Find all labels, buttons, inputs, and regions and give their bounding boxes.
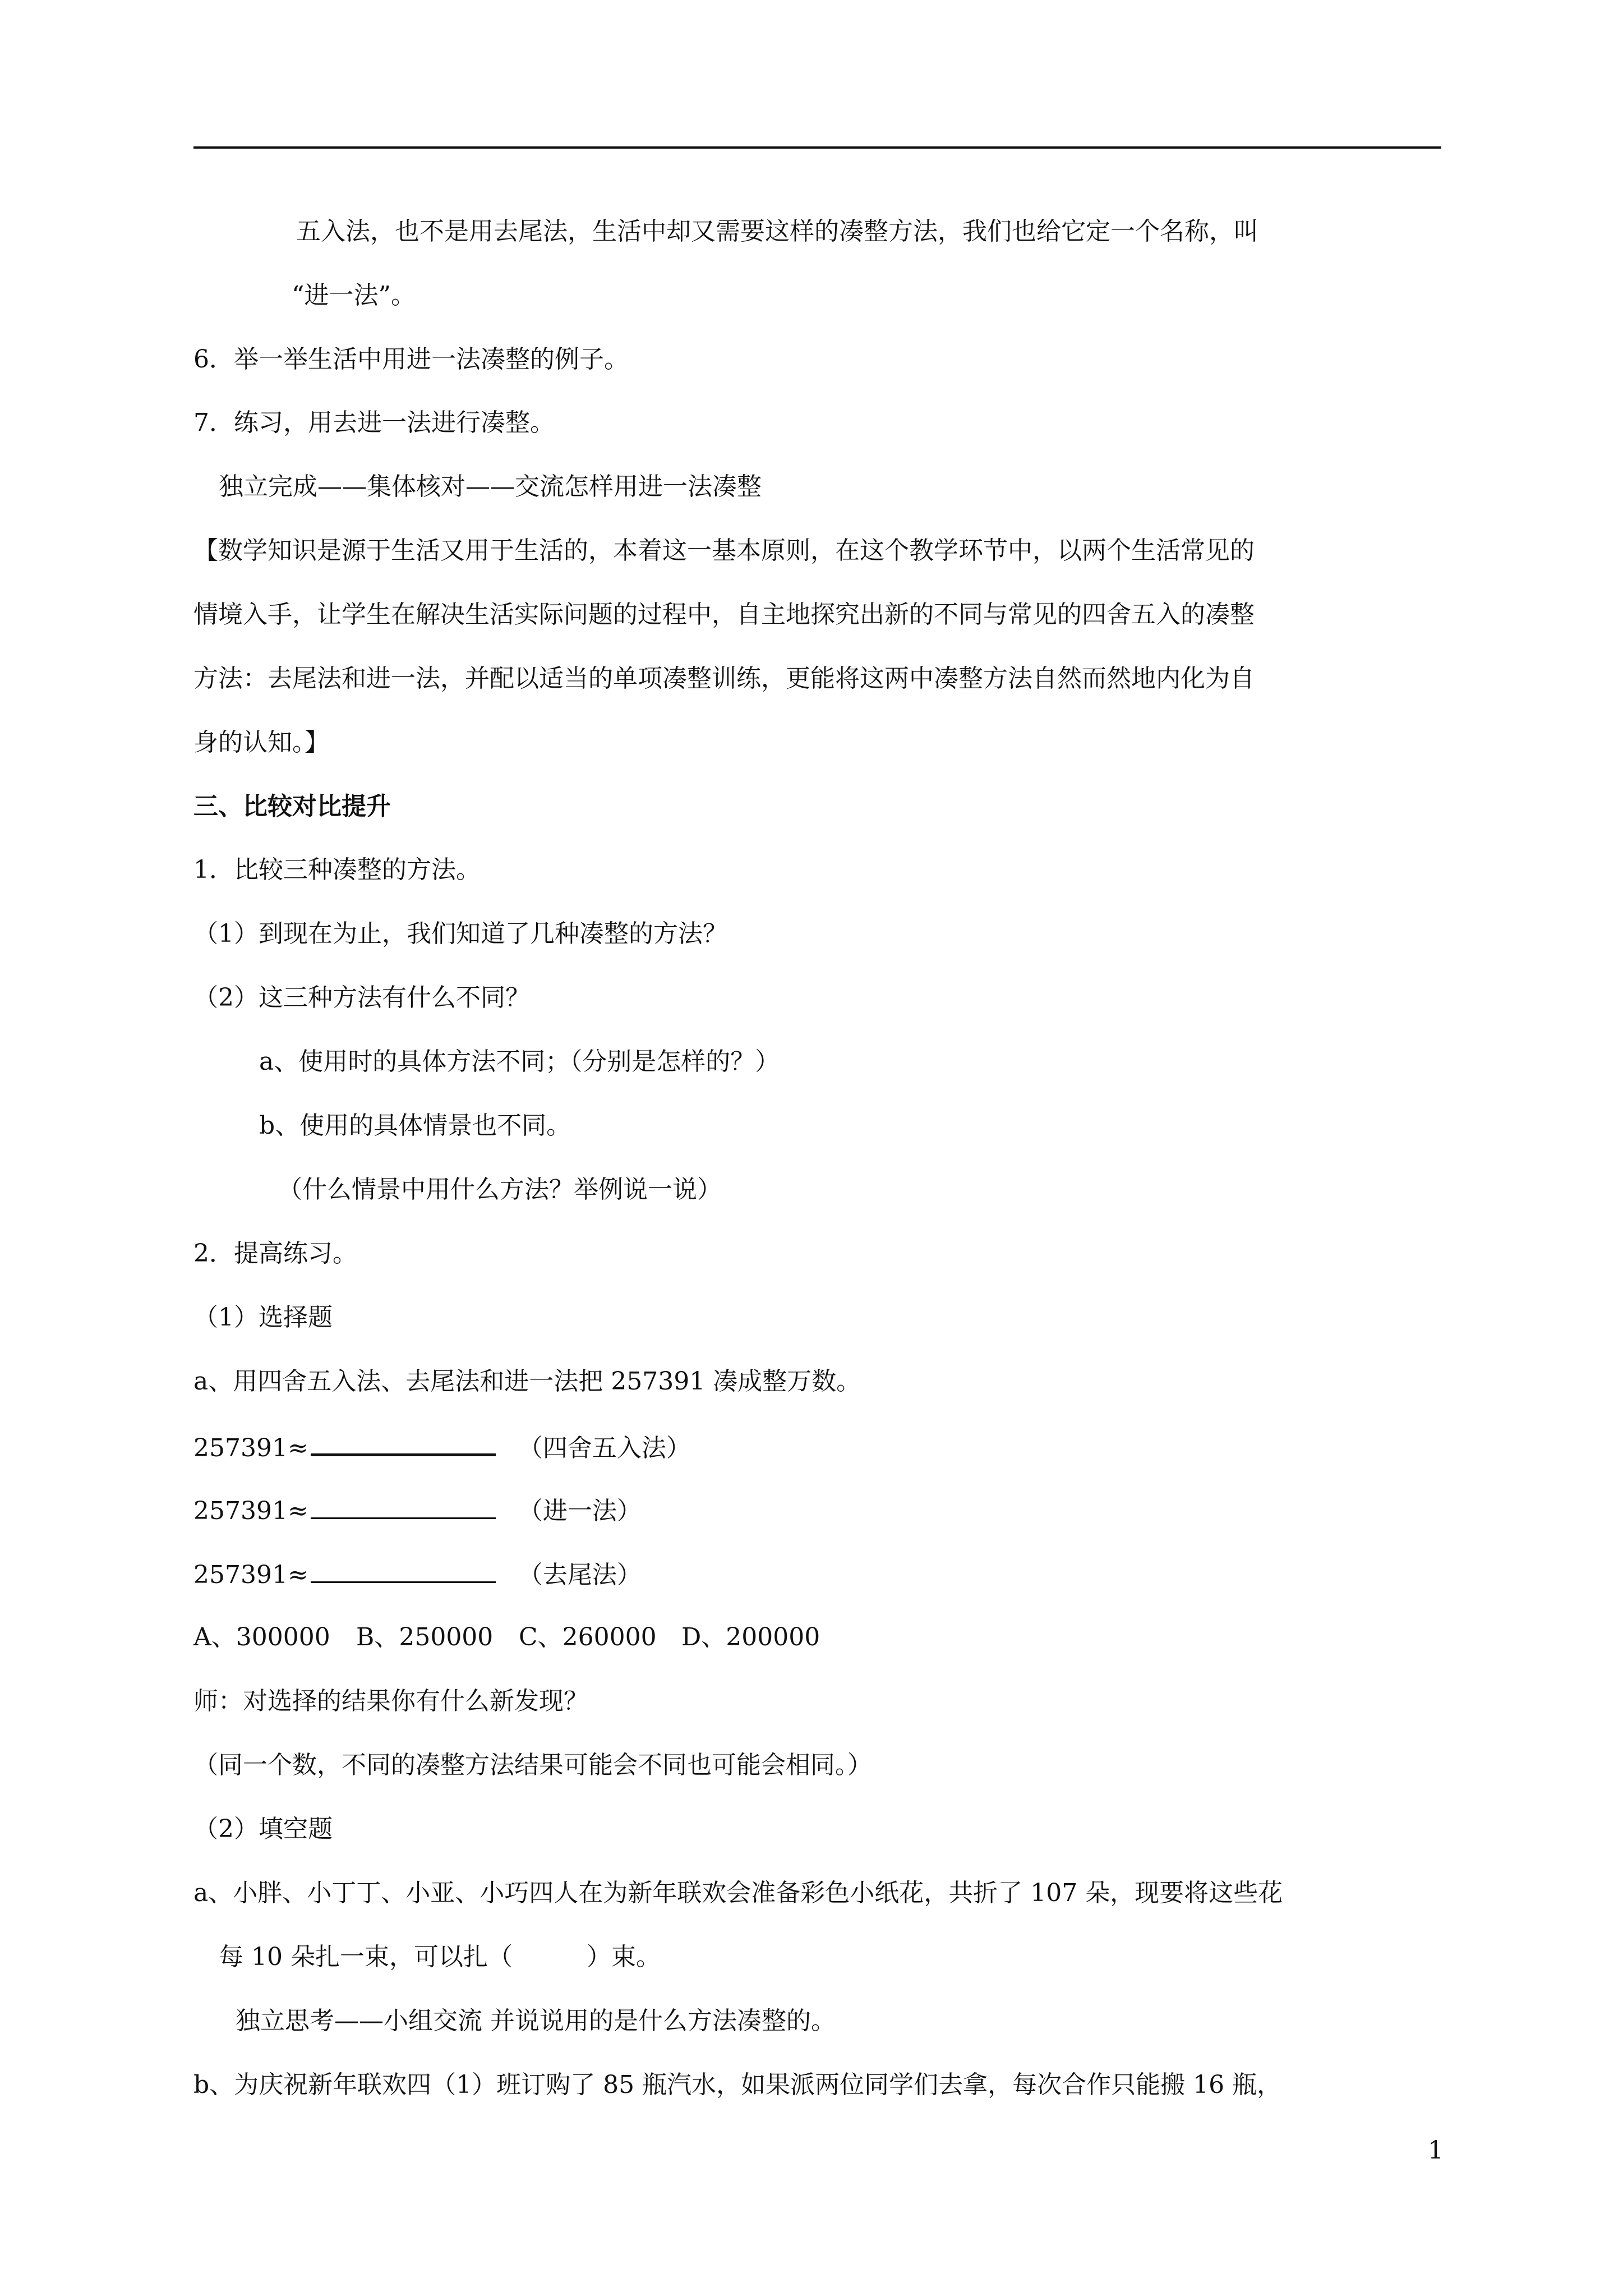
text-line: （2）这三种方法有什么不同？ [193,983,530,1012]
fill-prefix: 257391≈ [193,1434,308,1462]
answer-blank[interactable] [311,1429,496,1456]
text-line: 7．练习，用去进一法进行凑整。 [193,408,555,437]
fill-blank-line [193,1557,642,1592]
fill-prefix: 257391≈ [193,1497,308,1525]
section-heading: 三、比较对比提升 [193,792,391,821]
text-line: 每 10 朵扎一束，可以扎（ ）束。 [219,1943,661,1971]
text-line: 身的认知。】 [193,728,329,757]
text-line: b、为庆祝新年联欢四（1）班订购了 85 瓶汽水，如果派两位同学们去拿，每次合作只能搬 16 瓶， [193,2070,1282,2099]
text-line: 6．举一举生活中用进一法凑整的例子。 [193,345,629,374]
answer-blank[interactable] [311,1493,496,1519]
text-line: （2）填空题 [193,1815,333,1843]
text-line: （1）选择题 [193,1303,333,1332]
page-number: 1 [1428,2136,1444,2165]
text-line: “进一法”。 [292,281,416,310]
option-b: B、250000 [356,1623,494,1651]
text-line: 师：对选择的结果你有什么新发现？ [193,1687,588,1715]
text-line: a、使用时的具体方法不同；（分别是怎样的？） [259,1047,780,1076]
text-line: a、小胖、小丁丁、小亚、小巧四人在为新年联欢会准备彩色小纸花，共折了 107 朵，现要将这些花 [193,1879,1283,1907]
fill-blank-line [193,1493,642,1528]
fill-suffix: （四舍五入法） [518,1434,691,1462]
text-line: b、使用的具体情景也不同。 [259,1111,571,1140]
options-line [193,1621,844,1654]
fill-suffix: （进一法） [518,1497,642,1525]
option-d: D、200000 [681,1623,820,1651]
text-line: 独立思考——小组交流 并说说用的是什么方法凑整的。 [236,2007,836,2035]
answer-blank[interactable] [311,1557,496,1583]
text-line: （什么情景中用什么方法？举例说一说） [278,1175,722,1204]
text-line: （同一个数，不同的凑整方法结果可能会不同也可能会相同。） [193,1751,872,1779]
text-line: 情境入手，让学生在解决生活实际问题的过程中，自主地探究出新的不同与常见的四舍五入的凑整 [193,600,1255,629]
fill-suffix: （去尾法） [518,1561,642,1589]
text-line: 五入法，也不是用去尾法，生活中却又需要这样的凑整方法，我们也给它定一个名称，叫 [296,217,1258,246]
text-line: 【数学知识是源于生活又用于生活的，本着这一基本原则，在这个教学环节中，以两个生活常见的 [193,536,1255,565]
option-a: A、300000 [193,1623,330,1651]
fill-prefix: 257391≈ [193,1561,308,1589]
text-line: a、用四舍五入法、去尾法和进一法把 257391 凑成整万数。 [193,1367,861,1396]
text-line: 独立完成——集体核对——交流怎样用进一法凑整 [219,472,762,501]
text-line: 1．比较三种凑整的方法。 [193,855,481,884]
header-rule [193,146,1441,149]
text-line: 2．提高练习。 [193,1239,357,1268]
text-line: （1）到现在为止，我们知道了几种凑整的方法？ [193,919,727,948]
text-line: 方法：去尾法和进一法，并配以适当的单项凑整训练，更能将这两中凑整方法自然而然地内化为自 [193,664,1255,693]
option-c: C、260000 [519,1623,657,1651]
fill-blank-line [193,1429,691,1465]
